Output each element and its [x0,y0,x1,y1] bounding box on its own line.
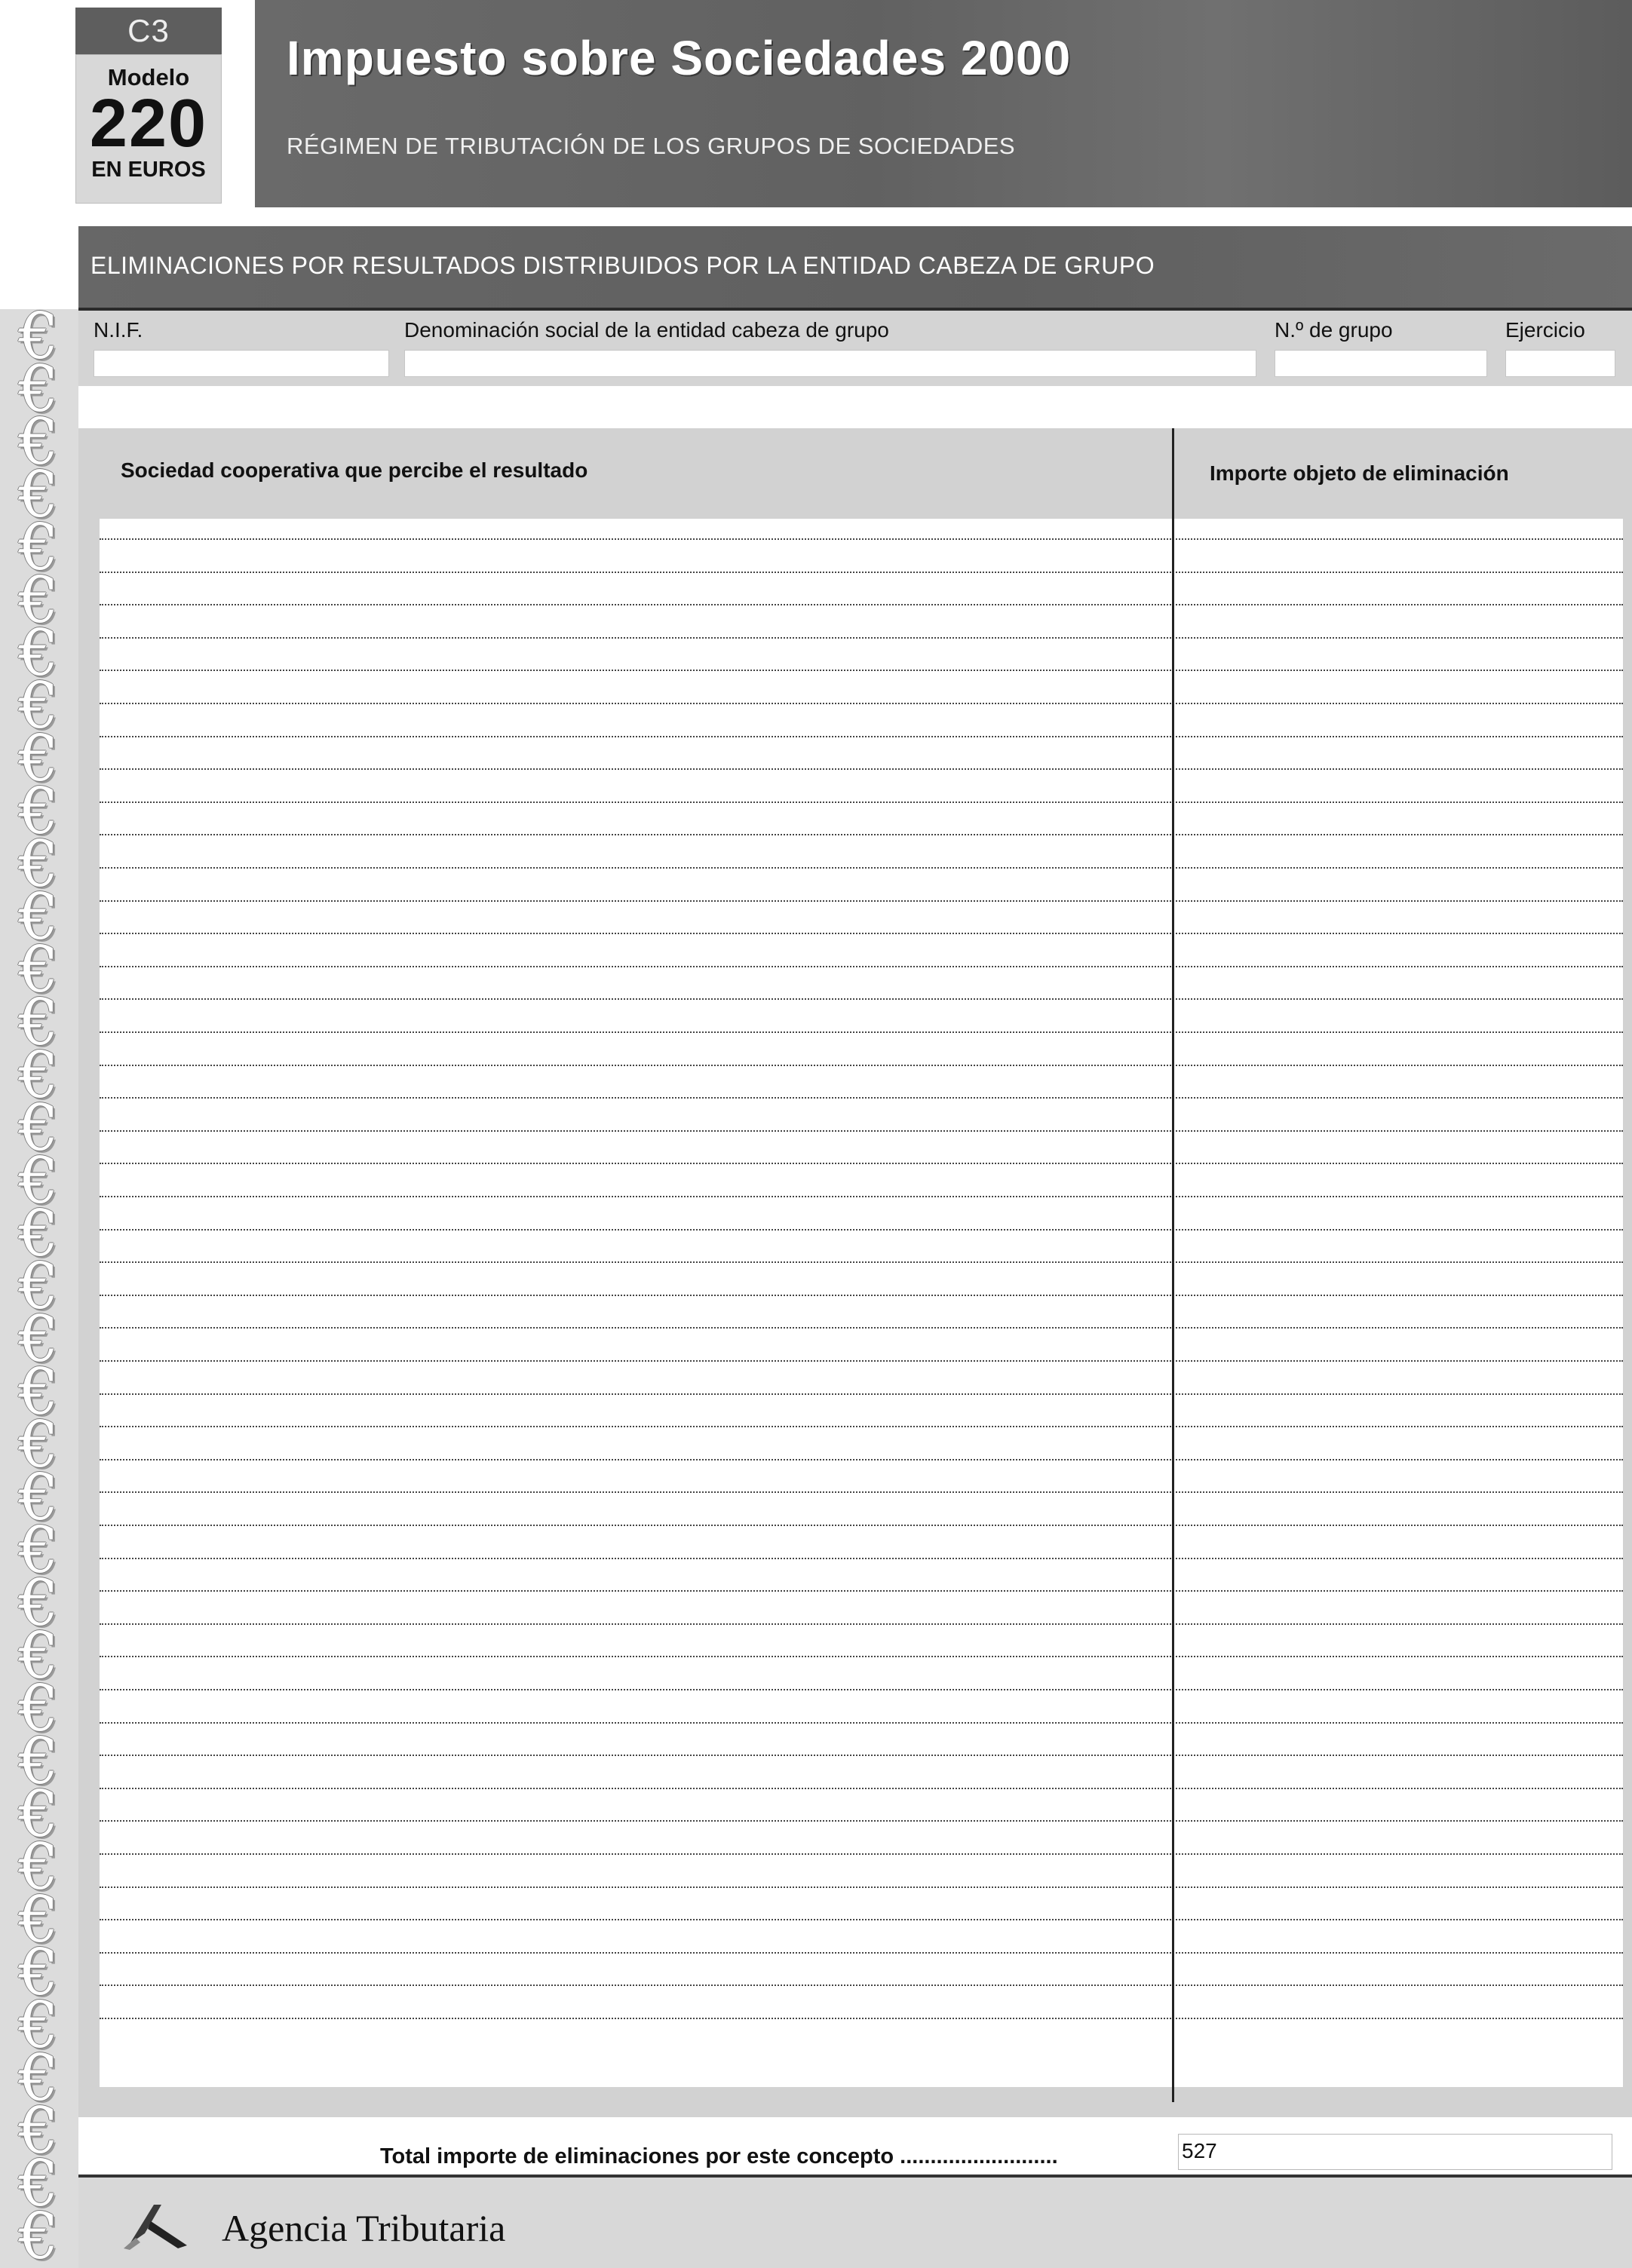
euro-icon: € [18,827,59,901]
entry-line[interactable] [100,736,1623,737]
entry-line[interactable] [100,1689,1623,1690]
entry-line[interactable] [100,703,1623,704]
euro-icon: € [18,2094,59,2168]
euro-icon: € [18,669,59,743]
entry-line[interactable] [100,1525,1623,1526]
entity-name-field[interactable] [404,350,1256,377]
euro-icon: € [18,616,59,690]
nif-field[interactable] [94,350,389,377]
footer [78,2178,1632,2268]
agency-name: Agencia Tributaria [222,2207,506,2249]
company-column-header: Sociedad cooperativa que percibe el resultado [121,458,588,482]
entry-line[interactable] [100,1097,1623,1099]
column-divider [1172,428,1174,2102]
euro-icon: € [18,1672,59,1745]
entry-line[interactable] [100,1919,1623,1920]
entry-line[interactable] [100,1196,1623,1197]
form-subtitle: RÉGIMEN DE TRIBUTACIÓN DE LOS GRUPOS DE SOCIEDADES [287,133,1016,159]
euro-icon: € [18,880,59,954]
total-box-code: 527 [1182,2139,1217,2162]
euro-icon: € [18,1988,59,2062]
agency-logo-icon [122,2199,190,2251]
entry-line[interactable] [100,1623,1623,1625]
model-box [75,54,222,204]
entry-line[interactable] [100,1393,1623,1395]
model-label: Modelo [107,64,190,90]
entry-line[interactable] [100,1656,1623,1657]
euro-icon: € [18,774,59,848]
entry-line[interactable] [100,604,1623,605]
euro-icon: € [18,1091,59,1165]
euro-icon: € [18,1513,59,1587]
model-block [75,8,222,204]
euro-icon: € [18,1619,59,1693]
entry-line[interactable] [100,1229,1623,1231]
amount-column-header: Importe objeto de eliminación [1210,461,1509,485]
euro-icon: € [18,1460,59,1534]
entry-line[interactable] [100,998,1623,1000]
euro-icon: € [18,1408,59,1482]
entry-line[interactable] [100,834,1623,835]
eliminations-table [78,428,1632,2168]
entry-line[interactable] [100,1459,1623,1460]
entry-line[interactable] [100,801,1623,803]
euro-icon: € [18,1883,59,1957]
euro-icon: € [18,510,59,584]
fiscal-year-label: Ejercicio [1505,318,1585,342]
model-code: C3 [75,8,222,54]
euro-icon: € [18,1038,59,1112]
entry-line[interactable] [100,900,1623,902]
euro-icon: € [18,1249,59,1323]
entry-line[interactable] [100,1031,1623,1033]
spacer [78,386,1632,428]
euro-icon: € [18,1197,59,1270]
total-amount-field[interactable] [1178,2134,1612,2170]
euro-icon: € [18,458,59,532]
entry-line[interactable] [100,1426,1623,1427]
entry-line[interactable] [100,572,1623,573]
euro-icon: € [18,1935,59,2009]
euro-icon: € [18,933,59,1007]
entry-line[interactable] [100,1130,1623,1132]
entry-line[interactable] [100,1886,1623,1888]
entry-line[interactable] [100,966,1623,967]
entry-line[interactable] [100,1853,1623,1855]
euro-icon: € [18,985,59,1059]
table-rows [100,519,1623,2087]
entry-line[interactable] [100,867,1623,869]
group-number-field[interactable] [1275,350,1487,377]
section-title: ELIMINACIONES POR RESULTADOS DISTRIBUIDOS POR LA ENTIDAD CABEZA DE GRUPO [90,252,1155,279]
entry-line[interactable] [100,1590,1623,1592]
entry-line[interactable] [100,1491,1623,1493]
euro-icon: € [18,2147,59,2220]
euro-icon: € [18,1302,59,1376]
section-band [78,226,1632,311]
entry-line[interactable] [100,1360,1623,1362]
entry-line[interactable] [100,1985,1623,1986]
model-units: EN EUROS [91,158,206,182]
entry-line[interactable] [100,1327,1623,1329]
euro-icon: € [18,722,59,795]
entry-line[interactable] [100,1788,1623,1789]
entry-line[interactable] [100,637,1623,639]
title-band [255,0,1632,207]
euro-icon: € [18,352,59,426]
entry-line[interactable] [100,768,1623,770]
euro-icon: € [18,2041,59,2115]
euro-icon: € [18,1144,59,1218]
entity-name-label: Denominación social de la entidad cabeza de grupo [404,318,889,342]
euro-icon: € [18,1830,59,1904]
euro-icon: € [18,1724,59,1798]
entry-line[interactable] [100,933,1623,934]
euro-icon: € [18,405,59,479]
entry-line[interactable] [100,1261,1623,1263]
euro-icon: € [18,1566,59,1640]
fiscal-year-field[interactable] [1505,350,1615,377]
entry-line[interactable] [100,1722,1623,1724]
nif-label: N.I.F. [94,318,143,342]
entry-line[interactable] [100,1820,1623,1822]
entry-line[interactable] [100,1558,1623,1559]
identification-header [78,311,1632,386]
euro-icon: € [18,1355,59,1429]
entry-line[interactable] [100,1065,1623,1066]
group-number-label: N.º de grupo [1275,318,1393,342]
entry-line[interactable] [100,1163,1623,1164]
euro-pattern-strip [0,309,78,2268]
entry-line[interactable] [100,1295,1623,1296]
euro-icon: € [18,563,59,637]
euro-icon: € [18,1777,59,1851]
entry-line[interactable] [100,2018,1623,2019]
euro-icon: € [18,2199,59,2268]
entry-line[interactable] [100,670,1623,671]
entry-line[interactable] [100,1952,1623,1954]
entry-line[interactable] [100,1755,1623,1756]
total-label: Total importe de eliminaciones por este concepto .......................... [380,2144,1058,2168]
model-number: 220 [89,86,208,161]
entry-line[interactable] [100,538,1623,540]
euro-icon: € [18,309,59,373]
form-title: Impuesto sobre Sociedades 2000 [287,31,1072,85]
